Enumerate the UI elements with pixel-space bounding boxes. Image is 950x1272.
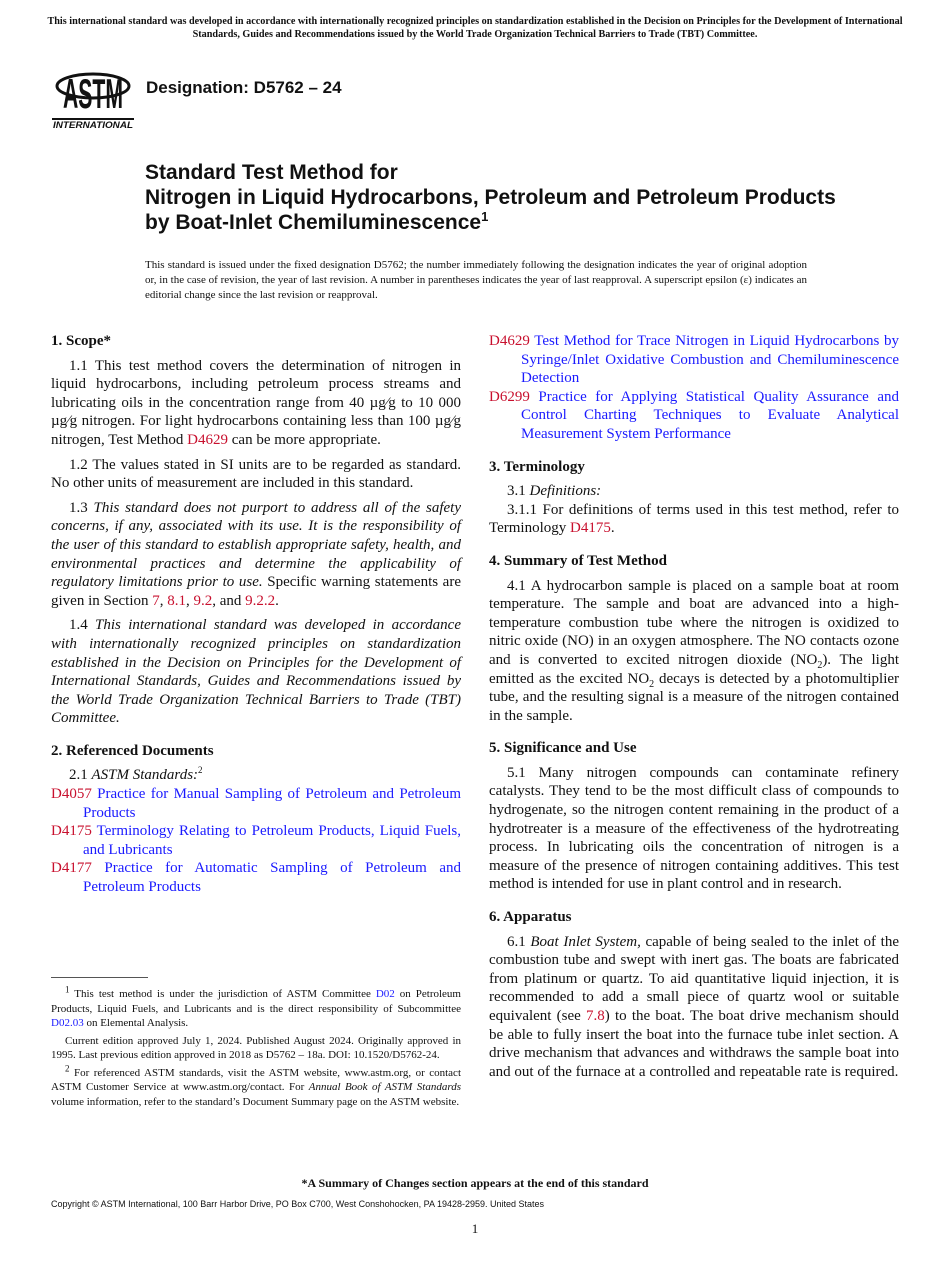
paragraph — [51, 456, 461, 493]
right-column — [489, 332, 899, 1087]
section-heading: 1. Scope* — [51, 333, 111, 349]
referenced-document[interactable] — [51, 859, 461, 896]
reference-link[interactable]: D4175 — [51, 823, 92, 840]
text-run: For referenced ASTM standards, visit the ASTM website, www.astm.org, or contact ASTM Customer Service at www.astm.org/contact. For — [51, 1066, 461, 1093]
designation: Designation: D5762 – 24 — [146, 78, 342, 97]
paragraph — [51, 766, 461, 785]
footnote-mark[interactable]: 2 — [198, 765, 203, 776]
footnote-mark[interactable]: 2 — [65, 1062, 70, 1073]
copyright: Copyright © ASTM International, 100 Barr Harbor Drive, PO Box C700, West Conshohocken, PA 19428-2959. United States — [51, 1199, 545, 1209]
footnote-divider — [51, 977, 148, 978]
reference-link[interactable]: 7 — [152, 592, 160, 609]
text-run: 4.1 A hydrocarbon sample is placed on a sample boat at room temperature. The sample and boat are advanced into a high-temperature combustion tube where the nitrogen is oxidized to nitric oxide (NO) in an oxygen atmosphere. The NO contacts ozone and is converted to excited nitrogen dioxide (NO — [489, 577, 899, 668]
italic-text: This standard does not purport to address all of the safety concerns, if any, associated with its use. It is the responsibility of the user of this standard to establish appropriate safety, health, and environmental practices and determine the applicability of regulatory limitations prior to use. — [51, 499, 462, 591]
reference-title-link[interactable]: Terminology Relating to Petroleum Products, Liquid Fuels, and Lubricants — [83, 823, 461, 858]
paragraph — [489, 501, 899, 538]
paragraph — [489, 482, 899, 501]
paragraph — [489, 764, 899, 894]
text-run: , — [159, 592, 168, 609]
section-heading: 6. Apparatus — [489, 909, 572, 926]
text-run: ). The light emitted as the excited NO — [489, 651, 900, 687]
reference-title-link[interactable]: Practice for Automatic Sampling of Petroleum and Petroleum Products — [83, 860, 461, 896]
italic-text: ASTM Standards: — [91, 767, 199, 784]
text-run: , and — [212, 592, 246, 609]
section-heading: 5. Significance and Use — [489, 740, 637, 757]
italic-text: Annual Book of ASTM Standards — [308, 1081, 461, 1093]
footnote — [51, 1034, 461, 1063]
reference-title-link[interactable]: Test Method for Trace Nitrogen in Liquid Hydrocarbons by Syringe/Inlet Oxidative Combustion and Chemiluminescence Detection — [521, 333, 899, 387]
reference-link[interactable]: 9.2 — [193, 592, 213, 609]
logo-text: ASTM — [63, 70, 123, 117]
intro-paragraph: This standard is issued under the fixed designation D5762; the number immediately following the designation indicates the year of original adoption or, in the case of revision, the year of last revision. A number in parentheses indicates the year of last reapproval. A superscript epsilon (ε) indicates an editorial change since the last revision or reapproval. — [145, 259, 807, 301]
title-line-1: Standard Test Method for — [145, 161, 398, 184]
text-run: volume information, refer to the standard’s Document Summary page on the ASTM website. — [51, 1095, 460, 1108]
text-run: 3.1 — [507, 483, 530, 500]
text-run: 6.1 — [507, 933, 531, 950]
referenced-document[interactable] — [51, 785, 461, 822]
left-column — [51, 332, 461, 897]
referenced-document[interactable] — [489, 332, 899, 388]
paragraph — [489, 577, 899, 726]
subscript: 2 — [817, 659, 823, 671]
section-heading: 2. Referenced Documents — [51, 742, 214, 759]
logo-subtext: INTERNATIONAL — [53, 120, 133, 130]
paragraph — [489, 933, 899, 1082]
text-run: , — [186, 592, 194, 609]
text-run: This test method is under the jurisdiction of ASTM Committee — [69, 988, 376, 1000]
footnotes — [51, 984, 461, 1112]
reference-title-link[interactable]: Practice for Manual Sampling of Petroleum and Petroleum Products — [83, 786, 461, 821]
title-footnote-mark[interactable]: 1 — [481, 209, 489, 224]
subscript: 2 — [649, 678, 655, 690]
text-run: ) to the boat. The boat drive mechanism should be able to fully insert the boat into the furnace tube inlet section. A drive mechanism that advances and withdraws the sample boat into and out of the furnace at a controlled and repeatable rate is required. — [489, 1008, 900, 1080]
footnote-mark[interactable]: 1 — [65, 984, 70, 995]
text-run: on Elemental Analysis. — [83, 1017, 189, 1029]
footnote — [51, 984, 461, 1031]
text-run: Specific warning statements are given in Section — [51, 574, 461, 609]
summary-of-changes-note: *A Summary of Changes section appears at the end of this standard — [301, 1176, 649, 1190]
document-title — [145, 160, 845, 235]
text-run: . — [610, 520, 615, 537]
reference-link[interactable]: 8.1 — [167, 592, 186, 609]
reference-title-link[interactable]: Practice for Applying Statistical Quality Assurance and Control Charting Techniques to Evaluate Analytical Measurement System Performance — [521, 388, 899, 442]
text-run: 5.1 Many nitrogen compounds can contaminate refinery catalysts. They tend to be the most difficult class of compounds to hydrogenate, so the nitrogen content remaining in the product of a hydrotreater is a measure of the effectiveness of the hydrotreating process. In lubricating oils the concentration of nitrogen is a measure of the presence of nitrogen containing additives. This test method is intended for use in plant control and in research. — [489, 764, 899, 893]
paragraph — [51, 616, 461, 728]
text-run: . — [275, 592, 279, 609]
section-heading: 3. Terminology — [489, 458, 585, 475]
astm-logo — [52, 56, 134, 130]
reference-link[interactable]: D6299 — [489, 388, 530, 405]
paragraph — [51, 499, 461, 611]
referenced-document[interactable] — [51, 822, 461, 859]
italic-text: Definitions: — [529, 483, 602, 500]
text-run: 1.1 This test method covers the determination of nitrogen in liquid hydrocarbons, including petroleum process streams and lubricating oils in the concentration range from 40 µg⁄g to 10 000 µg⁄g nitrogen. For light hydrocarbons containing less than 100 µg⁄g nitrogen, Test Method — [51, 357, 461, 448]
text-run: decays is detected by a photomultiplier tube, and the resulting signal is a measure of the nitrogen contained in the sample. — [489, 670, 900, 724]
section-heading: 4. Summary of Test Method — [489, 552, 667, 569]
reference-link[interactable]: D4177 — [51, 860, 92, 877]
referenced-document[interactable] — [489, 388, 899, 444]
title-line-2: Nitrogen in Liquid Hydrocarbons, Petroleum and Petroleum Products by Boat-Inlet Chemiluminescence — [145, 186, 836, 234]
text-run: 1.3 — [69, 499, 94, 516]
text-run: Current edition approved July 1, 2024. Published August 2024. Originally approved in 1995. Last previous edition approved in 2018 as D5762 – 18a. DOI: 10.1520/D5762-24. — [51, 1034, 461, 1061]
reference-link[interactable]: D4057 — [51, 786, 92, 803]
italic-text: This international standard was developed in accordance with internationally recognized principles on standardization established in the Decision on Principles for the Development of International Standards, Guides and Recommendations issued by the World Trade Organization Technical Barriers to Trade (TBT) Committee. — [51, 617, 461, 727]
text-run: on Petroleum Products, Liquid Fuels, and Lubricants and is the direct responsibility of Subcommittee — [51, 988, 461, 1015]
reference-link[interactable]: D4175 — [570, 520, 611, 537]
reference-link[interactable]: D4629 — [489, 333, 530, 349]
text-run: 1.4 — [69, 617, 96, 634]
text-run: 3.1.1 For definitions of terms used in this test method, refer to Terminology — [489, 501, 899, 537]
page-number: 1 — [471, 1221, 479, 1236]
footnote — [51, 1062, 461, 1110]
reference-link[interactable]: 9.2.2 — [245, 592, 276, 609]
reference-title-link[interactable]: D02.03 — [51, 1017, 84, 1029]
text-run: can be more appropriate. — [228, 431, 381, 448]
italic-text: Boat Inlet System, — [530, 933, 641, 950]
text-run: capable of being sealed to the inlet of the combustion tube and swept with inert gas. The boats are fabricated from platinum or quartz. To aid quantitative liquid injection, it is recommended to add a small piece of quartz wool or suitable equivalent (see — [489, 933, 899, 1024]
text-run: 2.1 — [69, 767, 92, 784]
reference-link[interactable]: 7.8 — [586, 1008, 605, 1024]
paragraph — [51, 357, 461, 450]
reference-title-link[interactable]: D02 — [375, 988, 395, 1000]
tbt-notice: This international standard was developed in accordance with internationally recognized principles on standardization established in the Decision on Principles for the Development of International Standards, Guides and Recommendations issued by the World Trade Organization Technical Barriers to Trade (TBT) Committee. — [47, 16, 903, 40]
reference-link[interactable]: D4629 — [187, 431, 229, 448]
text-run: 1.2 The values stated in SI units are to be regarded as standard. No other units of measurement are included in this standard. — [51, 456, 461, 492]
